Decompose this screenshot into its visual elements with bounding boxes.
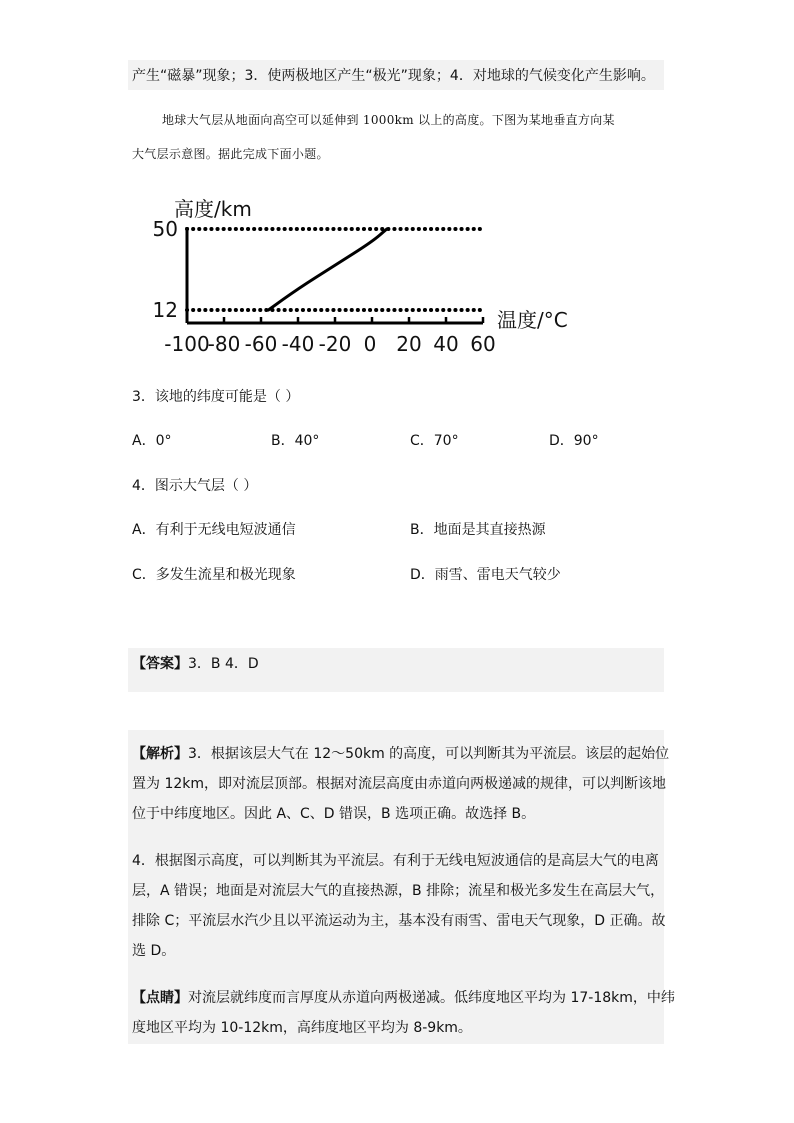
q3-option-a: A．0° [132,433,172,449]
y-tick-label: 12 [152,298,178,322]
intro-line-2: 大气层示意图。据此完成下面小题。 [132,147,329,161]
q3-option-c: C．70° [410,433,459,449]
atmosphere-chart [140,188,580,368]
x-tick-label: -40 [281,332,315,356]
analysis-p1-line-2: 置为 12km，即对流层顶部。根据对流层高度由赤道向两极递减的规律，可以判断该地 [132,776,667,792]
analysis-p2-line-1: 4．根据图示高度，可以判断其为平流层。有利于无线电短波通信的是高层大气的电离 [132,853,659,869]
y-tick-label: 50 [152,217,178,241]
x-tick-label: -80 [207,332,241,356]
top-line: 产生“磁暴”现象；3．使两极地区产生“极光”现象；4．对地球的气候变化产生影响。 [132,68,655,84]
q4-option-c: C．多发生流星和极光现象 [132,567,296,583]
x-tick-label: -60 [244,332,278,356]
x-tick-label: -100 [164,332,210,356]
x-tick-label: 0 [363,332,377,356]
analysis-p1-text-1: 3．根据该层大气在 12～50km 的高度，可以判断其为平流层。该层的起始位 [188,746,670,762]
tip-line-1 [132,983,675,1013]
q4-option-d: D．雨雪、雷电天气较少 [410,567,561,583]
series-line-1 [268,229,386,310]
x-axis-label: 温度/°C [497,308,568,332]
analysis-p2-line-4: 选 D。 [132,943,176,959]
q4-stem: 4．图示大气层（ ） [132,478,258,494]
x-tick-label: 40 [433,332,459,356]
y-axis-label: 高度/km [174,197,252,221]
analysis-p2-line-2: 层，A 错误；地面是对流层大气的直接热源，B 排除；流星和极光多发生在高层大气， [132,883,665,899]
q4-option-a: A．有利于无线电短波通信 [132,522,296,538]
q4-option-b: B．地面是其直接热源 [410,522,546,538]
tip-line-2: 度地区平均为 10-12km，高纬度地区平均为 8-9km。 [132,1020,472,1036]
analysis-p1-line-3: 位于中纬度地区。因此 A、C、D 错误，B 选项正确。故选择 B。 [132,806,536,822]
analysis-p1-line-1 [132,739,669,769]
answer-label: 【答案】 [132,656,188,672]
x-tick-label: -20 [318,332,352,356]
q3-option-d: D．90° [549,433,599,449]
tip-label: 【点睛】 [132,990,188,1006]
x-tick-label: 20 [396,332,422,356]
answer-text: 3．B 4．D [188,656,259,672]
q3-option-b: B．40° [271,433,320,449]
x-tick-label: 60 [470,332,496,356]
tip-text-1: 对流层就纬度而言厚度从赤道向两极递减。低纬度地区平均为 17-18km，中纬 [188,990,675,1006]
answer [132,654,259,674]
analysis-p2-line-3: 排除 C；平流层水汽少且以平流运动为主，基本没有雨雪、雷电天气现象，D 正确。故 [132,913,666,929]
q3-stem: 3．该地的纬度可能是（ ） [132,389,300,405]
intro-line-1: 地球大气层从地面向高空可以延伸到 1000km 以上的高度。下图为某地垂直方向某 [162,113,615,127]
analysis-label: 【解析】 [132,746,188,762]
